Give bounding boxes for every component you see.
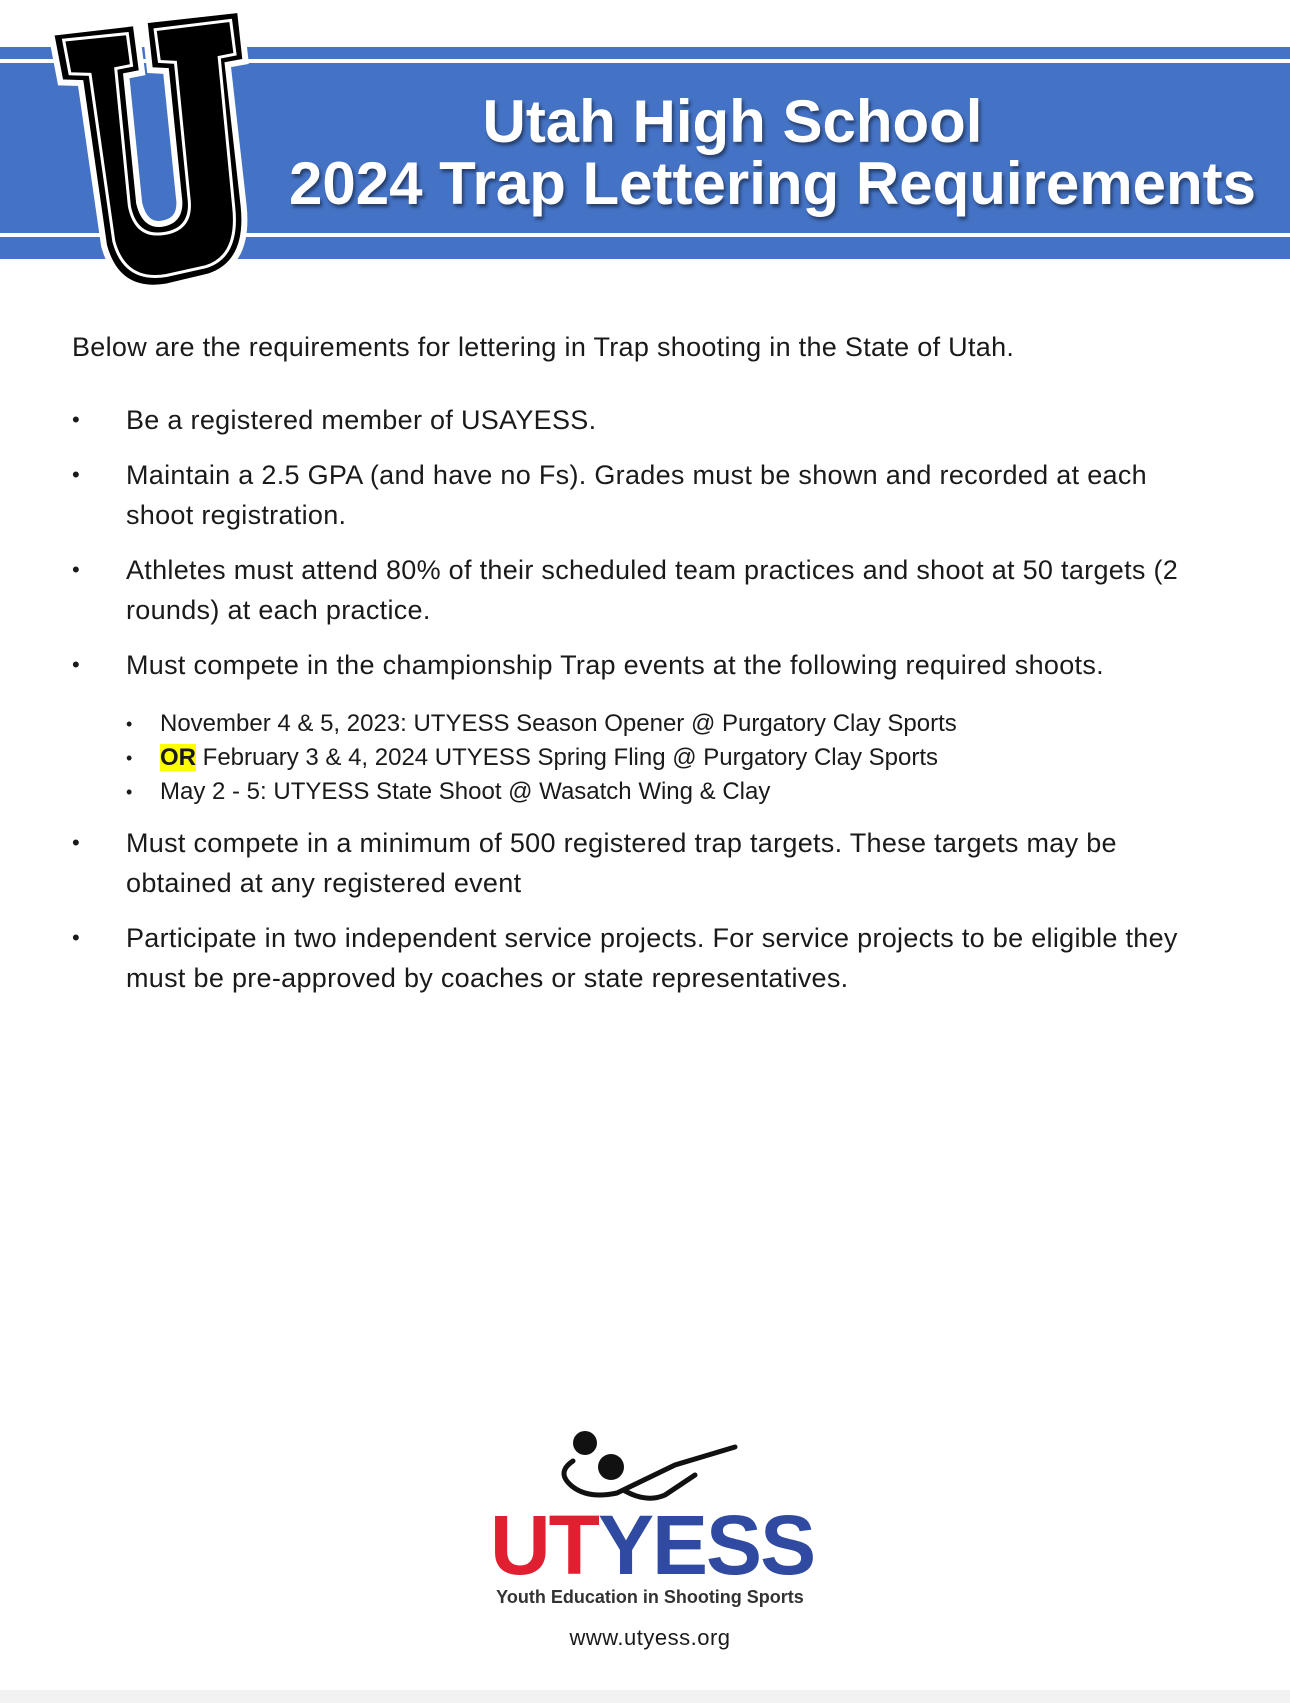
- shoot-text: February 3 & 4, 2024 UTYESS Spring Fling @ Purgatory Clay Sports: [196, 744, 939, 771]
- page-title: [255, 88, 1290, 217]
- intro-text: Below are the requirements for lettering in Trap shooting in the State of Utah.: [72, 332, 1015, 362]
- bullet-icon: •: [72, 407, 81, 432]
- title-line-2: 2024 Trap Lettering Requirements: [289, 150, 1256, 217]
- bullet-icon: •: [72, 925, 81, 950]
- bullet-icon: •: [126, 782, 133, 802]
- requirement-text: Athletes must attend 80% of their scheduled team practices and shoot at 50 targets (2 rounds) at each practice.: [126, 555, 1179, 625]
- required-shoots-list: [72, 707, 1222, 809]
- website-url: www.utyess.org: [569, 1625, 731, 1650]
- bullet-icon: •: [72, 557, 81, 582]
- logo-tagline: Youth Education in Shooting Sports: [496, 1587, 804, 1607]
- bullet-icon: •: [126, 714, 133, 734]
- bullet-icon: •: [126, 748, 133, 768]
- list-item: [72, 455, 1222, 535]
- bullet-icon: •: [72, 830, 81, 855]
- shoot-text: May 2 - 5: UTYESS State Shoot @ Wasatch Wing & Clay: [160, 778, 771, 805]
- shoot-item: [126, 707, 1222, 741]
- list-item: [72, 823, 1222, 903]
- shoot-text: November 4 & 5, 2023: UTYESS Season Opener @ Purgatory Clay Sports: [160, 710, 957, 737]
- list-item: [72, 400, 1222, 440]
- page-bottom-margin: [0, 1690, 1290, 1703]
- shoot-item: [126, 775, 1222, 809]
- requirement-text: Must compete in the championship Trap events at the following required shoots.: [126, 650, 1104, 680]
- list-item: [72, 918, 1222, 998]
- requirements-list: [72, 400, 1222, 998]
- requirement-text: Participate in two independent service projects. For service projects to be eligible they must be pre-approved by coaches or state representatives.: [126, 923, 1178, 993]
- logo-yess-text: YESS: [597, 1498, 815, 1592]
- bullet-icon: •: [72, 462, 81, 487]
- requirement-text: Must compete in a minimum of 500 registered trap targets. These targets may be obtained at any registered event: [126, 828, 1117, 898]
- utyess-logo: [490, 1498, 815, 1592]
- logo-ut-text: UT: [490, 1498, 598, 1592]
- bullet-icon: •: [72, 652, 81, 677]
- or-highlight: OR: [160, 744, 196, 771]
- requirement-text: Maintain a 2.5 GPA (and have no Fs). Grades must be shown and recorded at each shoot registration.: [126, 460, 1147, 530]
- u-letter-logo: [50, 12, 260, 302]
- title-line-1: Utah High School: [482, 88, 983, 155]
- list-item: [72, 645, 1222, 685]
- requirement-text: Be a registered member of USAYESS.: [126, 405, 597, 435]
- shoot-item: [126, 741, 1222, 775]
- list-item: [72, 550, 1222, 630]
